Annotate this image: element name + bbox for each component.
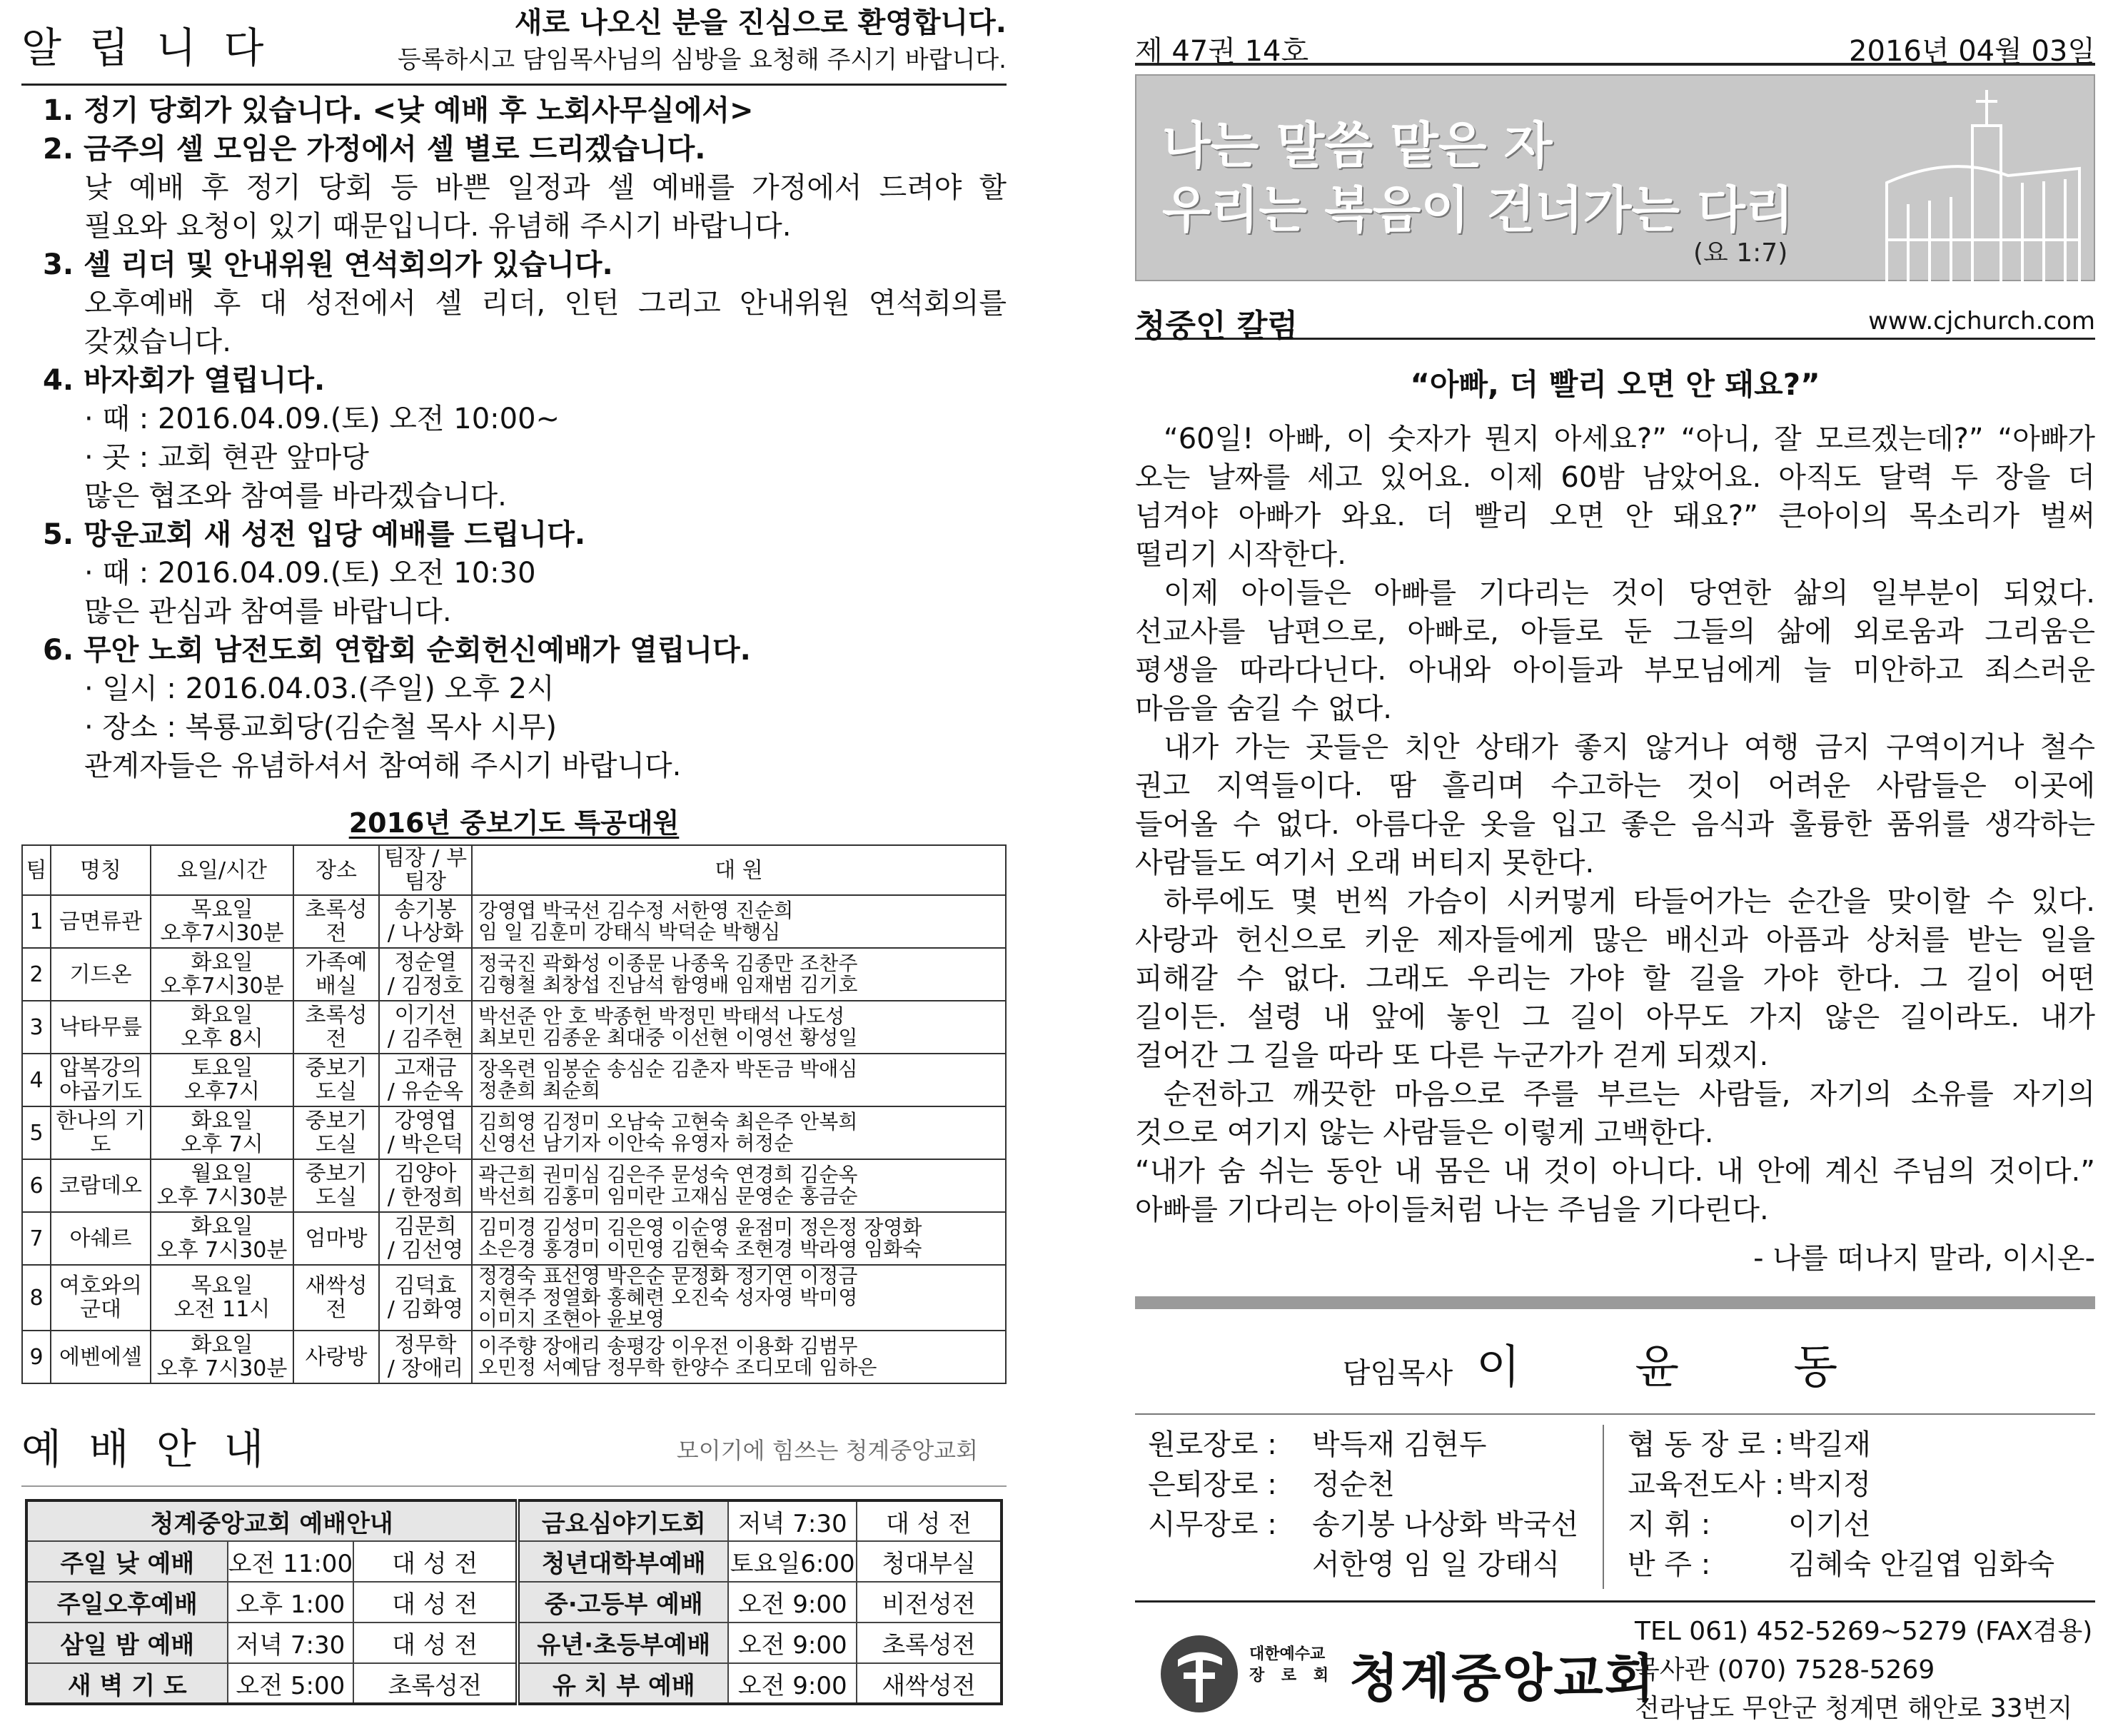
cell-line: 목요일 — [191, 897, 253, 922]
staff-names: 김혜숙 안길엽 임화숙 — [1788, 1548, 2055, 1581]
team-time — [151, 1159, 293, 1212]
cell-line: 오후 8시 — [181, 1026, 263, 1051]
notice-header — [21, 0, 1007, 86]
team-place: 초록성전 — [293, 1001, 379, 1054]
cell-line: 화요일 — [191, 950, 253, 975]
cell-line: 이기선 — [394, 1003, 457, 1028]
announcement-line: · 때 : 2016.04.09.(토) 오전 10:30 — [84, 557, 536, 590]
team-leader — [379, 1212, 472, 1265]
announcement-4 — [21, 361, 1007, 515]
website-link[interactable]: www.cjchurch.com — [1868, 307, 2095, 335]
essay-line: 길이든. 설령 내 앞에 놓인 그 길이 아무도 가지 않은 길이라도. 내가 — [1135, 1001, 2095, 1034]
cell-line: / 나상화 — [387, 921, 464, 946]
staff-role: 교육전도사 : — [1628, 1468, 1785, 1501]
team-place: 중보기도실 — [293, 1054, 379, 1106]
welcome-subtext: 등록하시고 담임목사님의 심방을 요청해 주시기 바랍니다. — [397, 46, 1007, 74]
table-row — [26, 1541, 1002, 1582]
worship-place: 대 성 전 — [353, 1541, 518, 1582]
cell-line: 장옥련 임봉순 송심순 김춘자 박돈금 박애심 — [478, 1057, 858, 1081]
cell-line: 정경숙 표선영 박은순 문정화 정기연 이정금 — [478, 1264, 858, 1288]
staff-role: 원로장로 : — [1148, 1428, 1277, 1461]
elders-list — [1148, 1425, 1578, 1585]
essay-line: 떨리기 시작한다. — [1135, 538, 1346, 571]
cell-line: 김희영 김정미 오남숙 고현숙 최은주 안복희 — [478, 1110, 858, 1134]
header-time: 요일/시간 — [151, 845, 293, 895]
announcement-line: · 때 : 2016.04.09.(토) 오전 10:00~ — [84, 403, 560, 435]
address: 전라남도 무안군 청계면 해안로 33번지 — [1635, 1694, 2073, 1723]
denomination-line-2: 장 로 회 — [1249, 1667, 1335, 1685]
team-name: 기드온 — [51, 948, 151, 1001]
team-leader — [379, 1054, 472, 1106]
team-members — [472, 895, 1006, 948]
column-header — [1135, 283, 2095, 344]
table-row — [22, 1106, 1006, 1159]
cell-line: / 한정희 — [387, 1185, 464, 1210]
staff-names: 서한영 임 일 강태식 — [1312, 1548, 1560, 1581]
cell-line: 소은경 홍경미 이민영 김현숙 조현경 박라영 임화숙 — [478, 1237, 922, 1261]
team-place: 새싹성전 — [293, 1265, 379, 1331]
banner-line-1: 나는 말씀 맡은 자 — [1162, 116, 1553, 175]
announcement-title: 2. 금주의 셀 모임은 가정에서 셀 별로 드리겠습니다. — [43, 133, 706, 166]
team-place: 가족예배실 — [293, 948, 379, 1001]
team-leader — [379, 1331, 472, 1383]
cell-line: 이주향 장애리 송평강 이우전 이용화 김범무 — [478, 1334, 858, 1358]
divider — [1135, 1296, 2095, 1309]
announcement-3 — [21, 246, 1007, 361]
issue-header — [1135, 0, 2095, 66]
cell-line: 오후7시30분 — [160, 921, 284, 946]
team-leader — [379, 1001, 472, 1054]
essay-body — [1135, 420, 2095, 1278]
essay-line: 오는 날짜를 세고 있어요. 이제 60밤 남았어요. 아직도 달력 두 장을 더 — [1135, 461, 2095, 494]
essay-line: 것으로 여기지 않는 사람들은 이렇게 고백한다. — [1135, 1116, 1714, 1149]
team-leader — [379, 1265, 472, 1331]
header-leader: 팀장 / 부팀장 — [379, 845, 472, 895]
worship-time: 오전 9:00 — [728, 1623, 857, 1663]
essay-line: 아빠를 기다리는 아이들처럼 나는 주님을 기다린다. — [1135, 1194, 1769, 1226]
worship-name: 새 벽 기 도 — [26, 1663, 228, 1704]
cell-line: 고재금 — [394, 1056, 457, 1081]
worship-name: 주일 낮 예배 — [26, 1541, 228, 1582]
cell-line: 정순열 — [394, 950, 457, 975]
announcement-line: 필요와 요청이 있기 때문입니다. 유념해 주시기 바랍니다. — [84, 210, 792, 243]
worship-table-title: 청계중앙교회 예배안내 — [26, 1500, 518, 1541]
staff-names: 송기봉 나상화 박국선 — [1312, 1508, 1579, 1541]
team-name: 코람데오 — [51, 1159, 151, 1212]
cell-line: 정국진 곽화성 이종문 나종욱 김종만 조찬주 — [478, 952, 858, 975]
essay-line: 걸어간 그 길을 따라 또 다른 누군가가 걷게 되겠지. — [1135, 1039, 1769, 1072]
announcement-line: 낮 예배 후 정기 당회 등 바쁜 일정과 셀 예배를 가정에서 드려야 할 — [84, 171, 1007, 204]
cell-line: 신영선 남기자 이안숙 유영자 허정순 — [478, 1131, 794, 1155]
staff-role: 반 주 : — [1628, 1548, 1711, 1581]
announcement-line: · 장소 : 복룡교회당(김순철 목사 시무) — [84, 711, 557, 744]
worship-name: 유년·초등부예배 — [518, 1623, 728, 1663]
essay-line: 들어올 수 없다. 아름다운 옷을 입고 좋은 음식과 훌륭한 품위를 생각하는 — [1135, 808, 2095, 841]
worship-place: 초록성전 — [353, 1663, 518, 1704]
announcement-line: 많은 협조와 참여를 바라겠습니다. — [84, 480, 507, 513]
announcement-line: · 곳 : 교회 현관 앞마당 — [84, 441, 369, 474]
worship-name: 유 치 부 예배 — [518, 1663, 728, 1704]
table-row — [22, 1331, 1006, 1383]
staff-role: 지 휘 : — [1628, 1508, 1711, 1541]
announcement-line: 오후예배 후 대 성전에서 셀 리더, 인턴 그리고 안내위원 연석회의를 — [84, 287, 1007, 320]
worship-schedule-table — [25, 1499, 1003, 1705]
cell-line: 김덕효 — [394, 1273, 457, 1298]
announcement-line: · 일시 : 2016.04.03.(주일) 오후 2시 — [84, 672, 555, 705]
cell-line: 오후7시 — [183, 1079, 261, 1104]
staff-role: 시무장로 : — [1148, 1508, 1277, 1541]
team-number: 4 — [22, 1054, 51, 1106]
essay-title: “아빠, 더 빨리 오면 안 돼요?” — [1410, 367, 1820, 402]
church-building-icon — [1844, 76, 2087, 283]
church-logo-icon — [1156, 1631, 1242, 1717]
team-members — [472, 1106, 1006, 1159]
cell-line: 오민정 서예담 정무학 한양수 조디모데 임하은 — [478, 1356, 877, 1379]
worship-time: 오전 9:00 — [728, 1582, 857, 1623]
team-leader — [379, 895, 472, 948]
cell-line: / 김정호 — [387, 974, 464, 999]
table-row — [22, 1159, 1006, 1212]
staff-names: 박길재 — [1788, 1428, 1871, 1461]
announcement-list — [21, 91, 1007, 785]
cell-line: 정춘희 최순희 — [478, 1079, 601, 1102]
staff-names: 이기선 — [1788, 1508, 1871, 1541]
essay-line: “내가 숨 쉬는 동안 내 몸은 내 것이 아니다. 내 안에 계신 주님의 것이다.” — [1135, 1155, 2095, 1188]
header-team: 팀 — [22, 845, 51, 895]
staff-row — [1628, 1545, 2054, 1585]
worship-title: 예 배 안 내 — [21, 1425, 271, 1473]
announcement-title: 4. 바자회가 열립니다. — [43, 364, 326, 397]
staff-row — [1148, 1465, 1578, 1505]
cell-line: 화요일 — [191, 1003, 253, 1028]
announcement-line: 많은 관심과 참여를 바랍니다. — [84, 595, 452, 628]
team-number: 3 — [22, 1001, 51, 1054]
staff-row — [1148, 1545, 1578, 1585]
worship-place: 청대부실 — [857, 1541, 1002, 1582]
staff-role: 은퇴장로 : — [1148, 1468, 1277, 1501]
cell-line: 곽근희 권미심 김은주 문성숙 연경희 김순옥 — [478, 1163, 858, 1186]
church-name: 청계중앙교회 — [1349, 1648, 1656, 1708]
worship-slogan: 모이기에 힘쓰는 청계중앙교회 — [676, 1437, 978, 1464]
staff-names: 박지정 — [1788, 1468, 1871, 1501]
essay-line: 이제 아이들은 아빠를 기다리는 것이 당연한 삶의 일부분이 되었다. — [1164, 577, 2095, 610]
table-row — [22, 1054, 1006, 1106]
staff-row — [1148, 1425, 1578, 1465]
team-time — [151, 1001, 293, 1054]
team-leader — [379, 948, 472, 1001]
senior-pastor — [1135, 1331, 2095, 1396]
essay-line: 평생을 따라다닌다. 아내와 아이들과 부모님에게 늘 미안하고 죄스러운 — [1135, 654, 2095, 687]
team-number: 1 — [22, 895, 51, 948]
essay-line: 피해갈 수 없다. 그래도 우리는 가야 할 길을 가야 한다. 그 길이 어떤 — [1135, 962, 2095, 995]
table-header-row — [22, 845, 1006, 895]
announcement-1 — [21, 91, 1007, 130]
worship-time: 저녁 7:30 — [228, 1623, 353, 1663]
banner-reference: (요 1:7) — [1693, 238, 1788, 268]
church-footer — [1135, 1600, 2095, 1736]
essay-line: 선교사를 남편으로, 아빠로, 아들로 둔 그들의 삶에 외로움과 그리움은 — [1135, 615, 2095, 648]
cell-line: 최보민 김종운 최대중 이선현 이영선 황성일 — [478, 1026, 858, 1049]
table-row — [26, 1582, 1002, 1623]
announcement-title: 1. 정기 당회가 있습니다. <낮 예배 후 노회사무실에서> — [43, 94, 754, 127]
team-members — [472, 1001, 1006, 1054]
team-name: 에벤에셀 — [51, 1331, 151, 1383]
team-members — [472, 1159, 1006, 1212]
cell-line: / 유순옥 — [387, 1079, 464, 1104]
team-time — [151, 1331, 293, 1383]
table-row — [22, 948, 1006, 1001]
cell-line: 화요일 — [191, 1214, 253, 1239]
team-time — [151, 895, 293, 948]
announcement-6 — [21, 631, 1007, 785]
staff-list — [1135, 1415, 2095, 1600]
worship-place: 대 성 전 — [857, 1500, 1002, 1541]
cell-line: / 김선영 — [387, 1238, 464, 1263]
cell-line: / 박은덕 — [387, 1132, 464, 1157]
essay-line: “60일! 아빠, 이 숫자가 뭔지 아세요?” “아니, 잘 모르겠는데?” “아빠가 — [1164, 423, 2095, 455]
team-time — [151, 1212, 293, 1265]
worship-name: 청년대학부예배 — [518, 1541, 728, 1582]
essay-line: 넘겨야 아빠가 와요. 더 빨리 오면 안 돼요?” 큰아이의 목소리가 벌써 — [1135, 500, 2095, 533]
team-time — [151, 1054, 293, 1106]
contact-info — [1635, 1613, 2092, 1728]
worship-place: 새싹성전 — [857, 1663, 1002, 1704]
worship-place: 대 성 전 — [353, 1623, 518, 1663]
essay-signature: - 나를 떠나지 말라, 이시온- — [1753, 1242, 2095, 1275]
essay-line: 순전하고 깨끗한 마음으로 주를 부르는 사람들, 자기의 소유를 자기의 — [1164, 1078, 2095, 1111]
issue-date: 2016년 04월 03일 — [1849, 35, 2095, 68]
staff-row — [1628, 1425, 2054, 1465]
team-name: 여호와의 군대 — [51, 1265, 151, 1331]
team-number: 9 — [22, 1331, 51, 1383]
team-number: 5 — [22, 1106, 51, 1159]
announcement-title: 6. 무안 노회 남전도회 연합회 순회헌신예배가 열립니다. — [43, 634, 751, 667]
welcome-message: 새로 나오신 분을 진심으로 환영합니다. — [514, 6, 1007, 39]
essay-line: 하루에도 몇 번씩 가슴이 시커멓게 타들어가는 순간을 맞이할 수 있다. — [1164, 885, 2095, 918]
cell-line: 김문희 — [394, 1214, 457, 1239]
banner-line-2: 우리는 복음이 건너가는 다리 — [1162, 181, 1794, 239]
team-place: 엄마방 — [293, 1212, 379, 1265]
staff-row — [1148, 1505, 1578, 1545]
cell-line: 목요일 — [191, 1273, 253, 1298]
worship-header — [21, 1394, 1007, 1487]
staff-role: 협 동 장 로 : — [1628, 1428, 1784, 1461]
team-leader — [379, 1106, 472, 1159]
left-column — [21, 0, 1007, 1705]
team-members — [472, 948, 1006, 1001]
team-name: 압복강의 야곱기도 — [51, 1054, 151, 1106]
team-place: 초록성전 — [293, 895, 379, 948]
column-title: 청중인 칼럼 — [1135, 308, 1298, 344]
team-place: 사랑방 — [293, 1331, 379, 1383]
pastor-label: 담임목사 — [1342, 1357, 1453, 1390]
cell-line: 화요일 — [191, 1333, 253, 1358]
cell-line: 강영엽 — [394, 1109, 457, 1134]
pastor-name: 이 윤 동 — [1476, 1341, 1888, 1394]
worship-name: 주일오후예배 — [26, 1582, 228, 1623]
cell-line: 박선준 안 호 박종헌 박정민 박태석 나도성 — [478, 1004, 845, 1028]
header-members: 대 원 — [472, 845, 1006, 895]
worship-place: 비전성전 — [857, 1582, 1002, 1623]
cell-line: 김양아 — [394, 1161, 457, 1186]
team-name: 아쉐르 — [51, 1212, 151, 1265]
worship-time: 저녁 7:30 — [728, 1500, 857, 1541]
team-number: 8 — [22, 1265, 51, 1331]
announcement-line: 관계자들은 유념하셔서 참여해 주시기 바랍니다. — [84, 750, 682, 782]
cell-line: / 장애리 — [387, 1356, 464, 1381]
ministers-list — [1628, 1425, 2054, 1585]
cell-line: 임 일 김훈미 강태식 박덕순 박행심 — [478, 920, 781, 944]
worship-place: 초록성전 — [857, 1623, 1002, 1663]
staff-row — [1628, 1465, 2054, 1505]
worship-time: 토요일6:00 — [728, 1541, 857, 1582]
cell-line: 강영엽 박국선 김수정 서한영 진순희 — [478, 899, 794, 922]
cell-line: 박선희 김홍미 임미란 고재심 문영순 홍금순 — [478, 1184, 858, 1208]
right-column — [1135, 0, 2095, 1723]
denomination-line-1: 대한예수교 — [1249, 1645, 1326, 1663]
table-row — [26, 1663, 1002, 1704]
cell-line: 정무학 — [394, 1333, 457, 1358]
essay-line: 사람들도 여기서 오래 버티지 못한다. — [1135, 847, 1595, 879]
table-row — [22, 1212, 1006, 1265]
prayer-table-title: 2016년 중보기도 특공대원 — [348, 807, 680, 839]
essay-line: 사랑과 헌신으로 키운 제자들에게 많은 배신과 아픔과 상처를 받는 일을 — [1135, 924, 2095, 957]
team-leader — [379, 1159, 472, 1212]
worship-time: 오전 9:00 — [728, 1663, 857, 1704]
team-number: 7 — [22, 1212, 51, 1265]
staff-names: 박득재 김현두 — [1312, 1428, 1487, 1461]
cell-line: 김형철 최창섭 진남석 함영배 임재범 김기호 — [478, 973, 858, 996]
table-row — [26, 1623, 1002, 1663]
team-members — [472, 1054, 1006, 1106]
essay-line: 마음을 숨길 수 없다. — [1135, 692, 1392, 725]
cell-line: 김미경 김성미 김은영 이순영 윤점미 정은정 장영화 — [478, 1216, 922, 1239]
manse-phone: 목사관 (070) 7528-5269 — [1635, 1655, 1935, 1685]
announcement-title: 5. 망운교회 새 성전 입당 예배를 드립니다. — [43, 518, 586, 551]
prayer-team-table — [21, 844, 1007, 1384]
cell-line: 송기봉 — [394, 897, 457, 922]
notice-title: 알 립 니 다 — [21, 24, 271, 72]
staff-row — [1628, 1505, 2054, 1545]
worship-name: 삼일 밤 예배 — [26, 1623, 228, 1663]
announcement-5 — [21, 515, 1007, 631]
worship-name: 금요심야기도회 — [518, 1500, 728, 1541]
cell-line: 화요일 — [191, 1109, 253, 1134]
team-members — [472, 1265, 1006, 1331]
team-number: 2 — [22, 948, 51, 1001]
team-name: 금면류관 — [51, 895, 151, 948]
cell-line: 월요일 — [191, 1161, 253, 1186]
cell-line: 오후 7시30분 — [156, 1356, 288, 1381]
motto-banner — [1135, 74, 2095, 281]
staff-names: 정순천 — [1312, 1468, 1395, 1501]
announcement-2 — [21, 130, 1007, 246]
team-members — [472, 1212, 1006, 1265]
team-time — [151, 1106, 293, 1159]
worship-place: 대 성 전 — [353, 1582, 518, 1623]
cell-line: 토요일 — [191, 1056, 253, 1081]
team-place: 중보기도실 — [293, 1106, 379, 1159]
cell-line: 오전 11시 — [173, 1297, 271, 1322]
team-time — [151, 1265, 293, 1331]
cell-line: 지현주 정열화 홍혜련 오진숙 성자영 박미영 — [478, 1286, 858, 1309]
cell-line: 오후 7시 — [181, 1132, 263, 1157]
divider — [1603, 1425, 1604, 1589]
cell-line: / 김주현 — [387, 1026, 464, 1051]
essay-line: 내가 가는 곳들은 치안 상태가 좋지 않거나 여행 금지 구역이거나 철수 — [1164, 731, 2095, 764]
header-name: 명칭 — [51, 845, 151, 895]
table-row — [22, 1265, 1006, 1331]
table-row — [26, 1500, 1002, 1541]
cell-line: 오후 7시30분 — [156, 1238, 288, 1263]
announcement-line: 갖겠습니다. — [84, 326, 231, 358]
team-name: 한나의 기도 — [51, 1106, 151, 1159]
team-name: 낙타무릎 — [51, 1001, 151, 1054]
team-number: 6 — [22, 1159, 51, 1212]
table-row — [22, 895, 1006, 948]
denomination — [1249, 1644, 1334, 1687]
worship-time: 오후 1:00 — [228, 1582, 353, 1623]
essay-line: 권고 지역들이다. 땀 흘리며 수고하는 것이 어려운 사람들은 이곳에 — [1135, 769, 2095, 802]
issue-volume: 제 47권 14호 — [1135, 35, 1309, 68]
worship-time: 오전 5:00 — [228, 1663, 353, 1704]
worship-time: 오전 11:00 — [228, 1541, 353, 1582]
worship-name: 중·고등부 예배 — [518, 1582, 728, 1623]
cell-line: 이미지 조현아 윤보영 — [478, 1307, 665, 1331]
team-members — [472, 1331, 1006, 1383]
table-row — [22, 1001, 1006, 1054]
team-time — [151, 948, 293, 1001]
cell-line: / 김화영 — [387, 1297, 464, 1322]
phone-number: TEL 061) 452-5269~5279 (FAX겸용) — [1635, 1617, 2093, 1646]
header-place: 장소 — [293, 845, 379, 895]
cell-line: 오후7시30분 — [160, 974, 284, 999]
team-place: 중보기도실 — [293, 1159, 379, 1212]
cell-line: 오후 7시30분 — [156, 1185, 288, 1210]
announcement-title: 3. 셀 리더 및 안내위원 연석회의가 있습니다. — [43, 248, 613, 281]
